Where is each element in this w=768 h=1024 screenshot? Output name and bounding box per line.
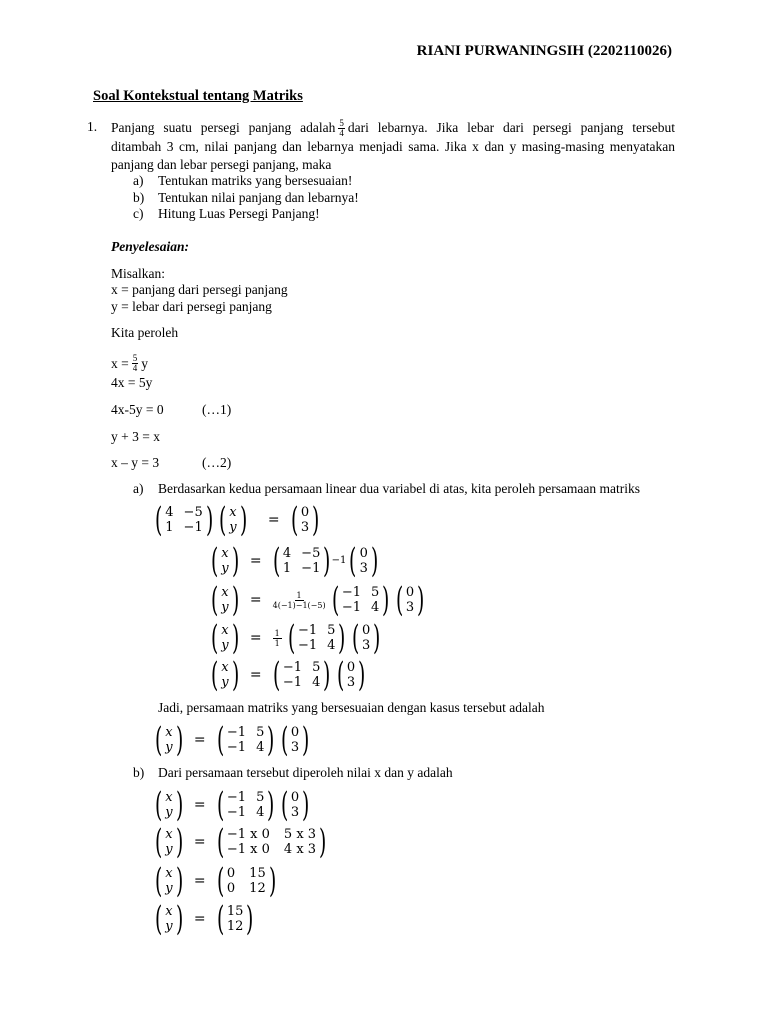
author-header: RIANI PURWANINGSIH (2202110026)	[416, 43, 672, 59]
vector-xy: ( x y )	[154, 822, 183, 862]
equation-2: x – y = 3	[111, 455, 160, 470]
problem-line-3: panjang dan lebar persegi panjang, maka	[111, 157, 332, 173]
vector-rhs: ( 0 3 )	[336, 655, 366, 695]
conclusion-text: Jadi, persamaan matriks yang bersesuaian dengan kasus tersebut adalah	[158, 700, 545, 715]
matrix-equation-6: ( x y ) = ( −1 5 −1 4 ) ( 0 3 )	[152, 725, 312, 755]
let-y: y = lebar dari persegi panjang	[111, 299, 272, 314]
item-c-text: Hitung Luas Persegi Panjang!	[158, 206, 320, 221]
vector-xy: ( x y )	[154, 785, 183, 825]
one-over-one-fraction: $\frac{1}{1}$	[274, 628, 280, 648]
matrix-equation-3: ( x y ) = $\frac{1}{4(-1)-1(-5)}$ ( −1 5 −1 4 ) ( 0 3 )	[208, 585, 427, 615]
item-b-label: b)	[133, 190, 145, 205]
equation-2-tag: (…2)	[202, 455, 232, 470]
vector-xy: ( x y )	[218, 500, 247, 540]
matrix-equation-5: ( x y ) = ( −1 5 −1 4 ) ( 0 3 )	[208, 660, 368, 690]
matrix-adjoint: ( −1 5 −1 4 )	[331, 580, 390, 620]
matrix-A-inverse: ( 4 −5 1 −1 )	[272, 541, 331, 581]
determinant-fraction: $\frac{1}{4(-1)-1(-5)}$	[272, 590, 326, 610]
equation-y-plus-3: y + 3 = x	[111, 429, 160, 444]
problem-line-2: ditambah 3 cm, nilai panjang dan lebarnya menjadi sama. Jika x dan y masing-masing menyatakan	[111, 139, 675, 155]
matrix-result: ( 0 15 0 12 )	[216, 861, 276, 901]
vector-rhs: ( 0 3 )	[280, 720, 310, 760]
solution-heading: Penyelesaian:	[111, 239, 189, 254]
vector-xy: ( x y )	[210, 655, 239, 695]
item-c-label: c)	[133, 206, 144, 221]
vector-xy: ( x y )	[154, 720, 183, 760]
let-label: Misalkan:	[111, 266, 165, 281]
vector-rhs: ( 0 3 )	[395, 580, 425, 620]
problem-line-1: Panjang suatu persegi panjang adalah $\frac{5}{4}$ dari lebarnya. Jika lebar dari persegi panjang tersebut	[111, 118, 675, 139]
vector-xy: ( x y )	[210, 541, 239, 581]
matrix-equation-7: ( x y ) = ( −1 5 −1 4 ) ( 0 3 )	[152, 790, 312, 820]
matrix-adjoint: ( −1 5 −1 4 )	[287, 618, 346, 658]
matrix-adjoint: ( −1 5 −1 4 )	[216, 720, 275, 760]
problem-number: 1.	[87, 119, 98, 134]
inverse-superscript: −1	[331, 555, 347, 566]
vector-rhs: ( 0 3 )	[351, 618, 381, 658]
vector-rhs: ( 0 3 )	[280, 785, 310, 825]
matrix-equation-9: ( x y ) = ( 0 15 0 12 )	[152, 866, 279, 896]
part-b-label: b)	[133, 765, 145, 780]
vector-xy: ( x y )	[154, 899, 183, 939]
matrix-product: ( −1 x 0 5 x 3 −1 x 0 4 x 3 )	[216, 822, 327, 862]
vector-xy: ( x y )	[210, 618, 239, 658]
equation-x-5-4-y: x = $\frac{5}{4}$ y	[111, 353, 148, 373]
problem-statement	[111, 119, 675, 174]
vector-xy: ( x y )	[154, 861, 183, 901]
vector-xy: ( x y )	[210, 580, 239, 620]
part-a-text: Berdasarkan kedua persamaan linear dua variabel di atas, kita peroleh persamaan matriks	[158, 481, 641, 496]
item-a-label: a)	[133, 173, 144, 188]
equation-4x-5y: 4x = 5y	[111, 375, 153, 390]
vector-rhs: ( 0 3 )	[290, 500, 320, 540]
vector-final: ( 15 12 )	[216, 899, 254, 939]
item-a-text: Tentukan matriks yang bersesuaian!	[158, 173, 353, 188]
matrix-equation-10: ( x y ) = ( 15 12 )	[152, 904, 257, 934]
fraction-five-fourths: $\frac{5}{4}$	[339, 118, 344, 139]
matrix-adjoint: ( −1 5 −1 4 )	[272, 655, 331, 695]
matrix-adjoint: ( −1 5 −1 4 )	[216, 785, 275, 825]
obtain-text: Kita peroleh	[111, 325, 179, 340]
equation-1: 4x-5y = 0	[111, 402, 164, 417]
let-x: x = panjang dari persegi panjang	[111, 282, 288, 297]
matrix-equation-8: ( x y ) = ( −1 x 0 5 x 3 −1 x 0 4 x 3 )	[152, 827, 329, 857]
item-b-text: Tentukan nilai panjang dan lebarnya!	[158, 190, 359, 205]
fraction-eq1: $\frac{5}{4}$	[132, 353, 138, 373]
part-b-text: Dari persamaan tersebut diperoleh nilai x dan y adalah	[158, 765, 453, 780]
matrix-equation-2: ( x y ) = ( 4 −5 1 −1 ) −1 ( 0 3 )	[208, 546, 381, 576]
vector-rhs: ( 0 3 )	[349, 541, 379, 581]
document-title: Soal Kontekstual tentang Matriks	[93, 88, 303, 104]
matrix-A: ( 4 −5 1 −1 )	[154, 500, 213, 540]
matrix-equation-1: ( 4 −5 1 −1 ) ( x y ) = ( 0 3 )	[152, 505, 322, 535]
equation-1-tag: (…1)	[202, 402, 232, 417]
part-a-label: a)	[133, 481, 144, 496]
matrix-equation-4: ( x y ) = $\frac{1}{1}$ ( −1 5 −1 4 ) ( 0 3 )	[208, 623, 384, 653]
